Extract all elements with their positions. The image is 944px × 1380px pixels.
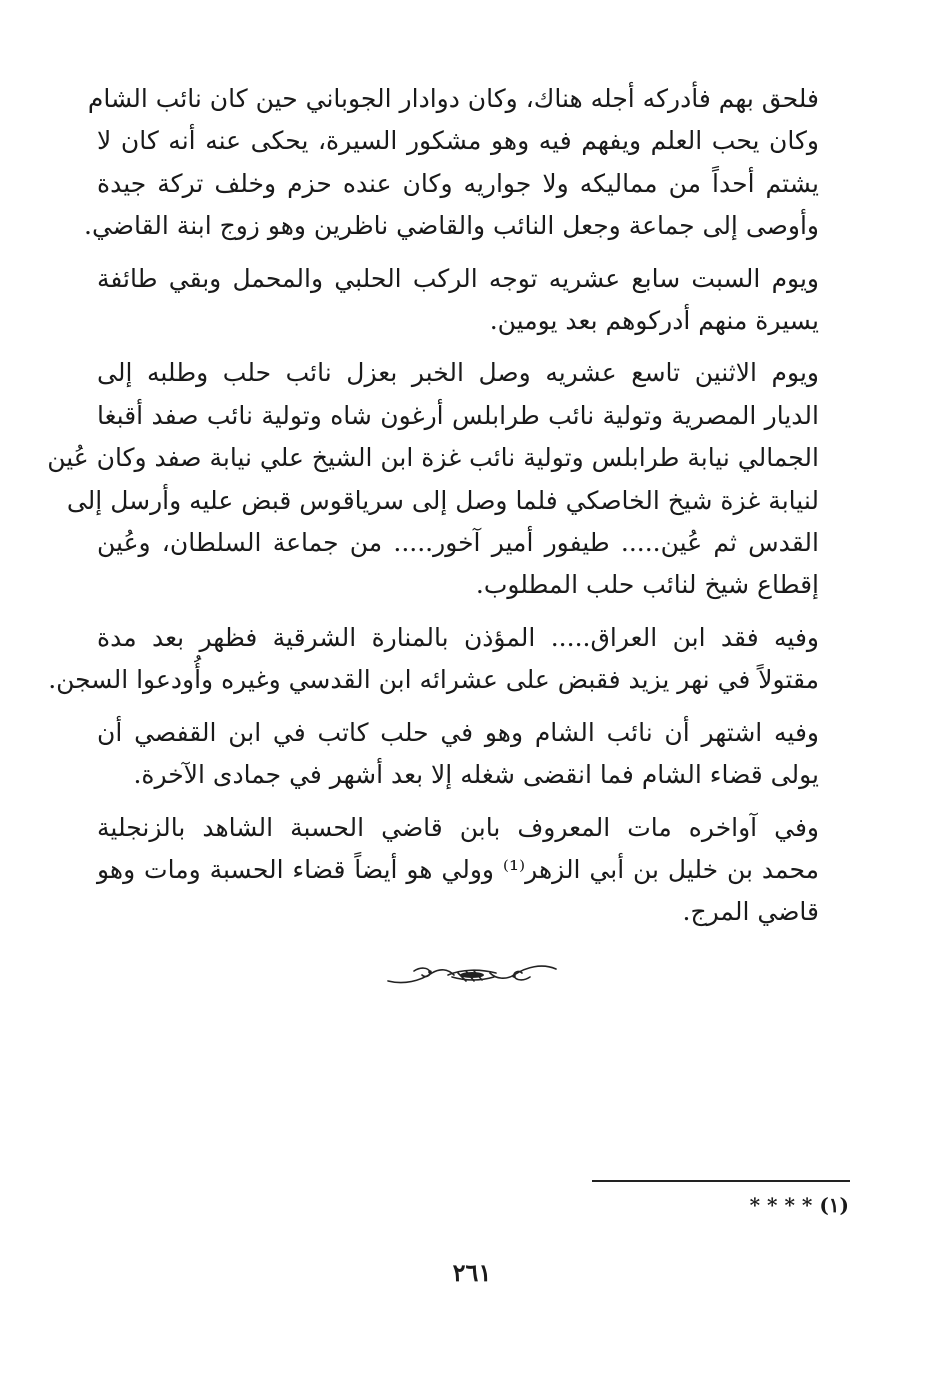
text-line: يولى قضاء الشام فما انقضى شغله إلا بعد أشهر في جمادى الآخرة. <box>133 760 819 790</box>
text-line: يشتم أحداً من مماليكه ولا جواريه وكان عنده حزم وخلف تركة جيدة <box>97 168 819 198</box>
text-line: وفي آواخره مات المعروف بابن قاضي الحسبة الشاهد بالزنجلية <box>97 812 819 842</box>
text-line: وأوصى إلى جماعة وجعل النائب والقاضي ناظرين وهو زوج ابنة القاضي. <box>84 211 819 241</box>
main-text <box>47 78 849 944</box>
text-line: القدس ثم عُين..... طيفور أمير آخور..... من جماعة السلطان، وعُين <box>97 528 819 558</box>
text-line: لنيابة غزة شيخ الخاصكي فلما وصل إلى سرياقوس قبض عليه وأرسل إلى <box>66 485 819 515</box>
paragraph-6 <box>97 807 849 934</box>
footnote: (١) * * * * <box>749 1193 849 1217</box>
text-line: وكان يحب العلم ويفهم فيه وهو مشكور السيرة، يحكى عنه أنه كان لا <box>97 126 819 156</box>
paragraph-3 <box>47 352 849 606</box>
text-line: محمد بن خليل بن أبي الزهر⁽¹⁾ وولي هو أيضاً قضاء الحسبة ومات وهو <box>97 854 819 884</box>
floral-divider-icon <box>384 955 560 995</box>
text-line: ويوم الاثنين تاسع عشريه وصل الخبر بعزل نائب حلب وطلبه إلى <box>97 358 819 388</box>
paragraph-1 <box>84 78 849 248</box>
text-line: وفيه فقد ابن العراق..... المؤذن بالمنارة الشرقية فظهر بعد مدة <box>97 622 819 652</box>
text-line: الجمالي نيابة طرابلس وتولية نائب غزة ابن الشيخ علي نيابة صفد وكان عُين <box>47 443 819 473</box>
paragraph-2 <box>97 258 849 343</box>
paragraph-4 <box>48 617 849 702</box>
text-line: قاضي المرج. <box>682 897 819 927</box>
text-line: الديار المصرية وتولية نائب طرابلس أرغون شاه وتولية نائب صفد أقبغا <box>97 400 819 430</box>
text-line: ويوم السبت سابع عشريه توجه الركب الحلبي والمحمل وبقي طائفة <box>97 263 819 293</box>
footnote-divider <box>592 1180 850 1182</box>
text-line: فلحق بهم فأدركه أجله هناك، وكان دوادار الجوباني حين كان نائب الشام <box>87 84 819 113</box>
text-line: إقطاع شيخ لنائب حلب المطلوب. <box>475 570 819 600</box>
text-line: يسيرة منهم أدركوهم بعد يومين. <box>489 306 819 336</box>
text-line: مقتولاً في نهر يزيد فقبض على عشرائه ابن القدسي وغيره وأُودعوا السجن. <box>48 665 819 695</box>
paragraph-5 <box>97 712 849 797</box>
page-number: ٢٦١ <box>452 1258 492 1287</box>
text-line: وفيه اشتهر أن نائب الشام وهو في حلب كاتب في ابن القفصي أن <box>97 717 819 747</box>
